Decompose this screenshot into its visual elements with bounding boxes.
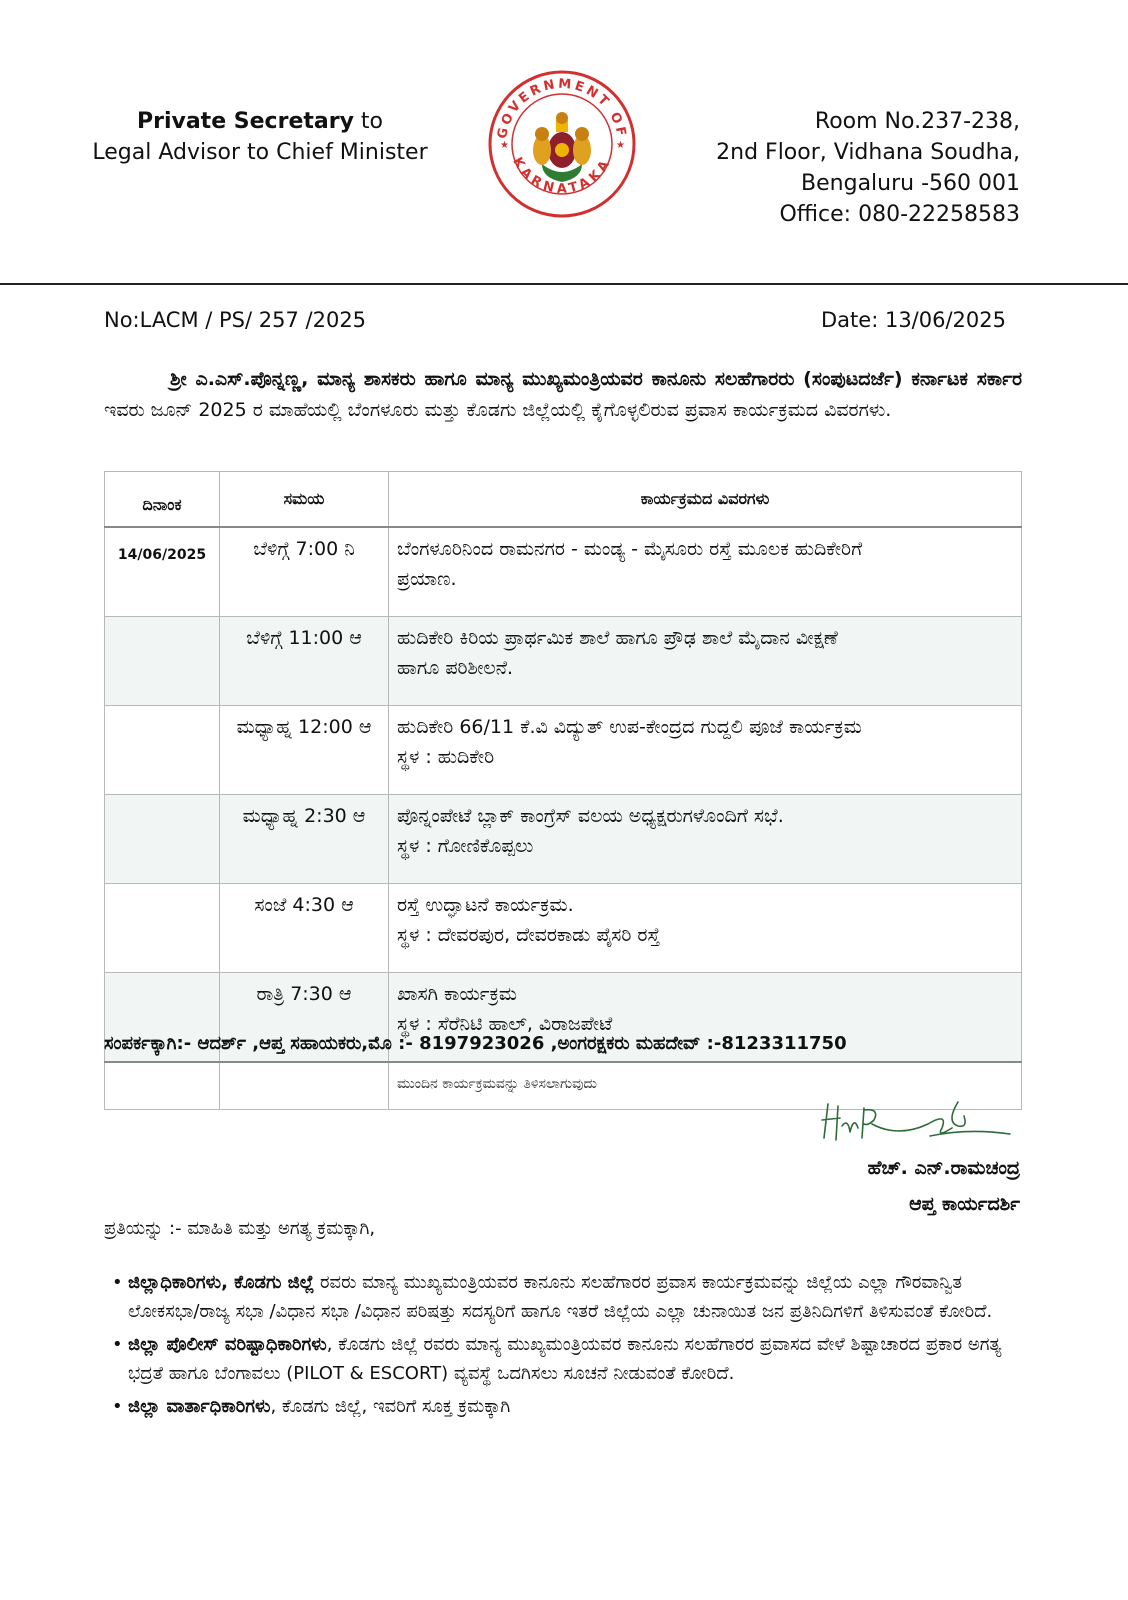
- row-details-line2: ಸ್ಥಳ : ಗೋಣಿಕೊಪ್ಪಲು: [397, 835, 534, 857]
- row-details: [389, 527, 1022, 617]
- letter-date: Date: 13/06/2025: [821, 308, 1006, 332]
- row-details-line1: ರಸ್ತೆ ಉದ್ಘಾಟನೆ ಕಾರ್ಯಕ್ರಮ.: [397, 894, 574, 916]
- karnataka-emblem-logo: [486, 68, 638, 220]
- row-time: ಬೆಳಿಗ್ಗೆ 11:00 ಆ: [220, 617, 389, 706]
- row-time: ಮಧ್ಯಾಹ್ನ 2:30 ಆ: [220, 795, 389, 884]
- svg-text:★: ★: [500, 140, 509, 151]
- row-details-line1: ಖಾಸಗಿ ಕಾರ್ಯಕ್ರಮ: [397, 983, 517, 1005]
- header-time: ಸಮಯ: [220, 472, 389, 528]
- table-row: [105, 884, 1022, 973]
- recipient-instruction: , ಕೊಡಗು ಜಿಲ್ಲೆ, ಇವರಿಗೆ ಸೂಕ್ತ ಕ್ರಮಕ್ಕಾಗಿ: [270, 1396, 511, 1417]
- row-date: [105, 795, 220, 884]
- address-floor: 2nd Floor, Vidhana Soudha,: [716, 140, 1020, 165]
- list-item: [112, 1330, 1028, 1388]
- row-details-line1: ಬೆಂಗಳೂರಿನಿಂದ ರಾಮನಗರ - ಮಂಡ್ಯ - ಮೈಸೂರು ರಸ್ತೆ ಮೂಲಕ ಹುದಿಕೇರಿಗೆ: [397, 538, 863, 560]
- row-details-line2: ಸ್ಥಳ : ದೇವರಪುರ, ದೇವರಕಾಡು ಪೈಸರಿ ರಸ್ತೆ: [397, 924, 660, 946]
- row-details-line2: ಸ್ಥಳ : ಸೆರೆನಿಟಿ ಹಾಲ್, ವಿರಾಜಪೇಟೆ: [397, 1013, 613, 1035]
- recipient-instruction: ರವರು ಮಾನ್ಯ ಮುಖ್ಯಮಂತ್ರಿಯವರ ಕಾನೂನು ಸಲಹೆಗಾರರ ಪ್ರವಾಸ ಕಾರ್ಯಕ್ರಮವನ್ನು ಜಿಲ್ಲೆಯ ಎಲ್ಲಾ ಗೌರವಾನ್ವಿತ ಲೋಕಸಭಾ/ರಾಜ್ಯ ಸಭಾ /ವಿಧಾನ ಸಭಾ /ವಿಧಾನ ಪರಿಷತ್ತು ಸದಸ್ಯರಿಗೆ ಹಾಗೂ ಇತರೆ ಜಿಲ್ಲೆಯ ಎಲ್ಲಾ ಚುನಾಯಿತ ಜನ ಪ್ರತಿನಿದಿಗಳಿಗೆ ತಿಳಿಸುವಂತೆ ಕೋರಿದೆ.: [128, 1272, 993, 1322]
- footer-empty-time: [220, 1062, 389, 1110]
- svg-text:GOVERNMENT OF: GOVERNMENT OF: [495, 76, 629, 141]
- reference-number: No:LACM / PS/ 257 /2025: [104, 308, 367, 332]
- table-row: [105, 795, 1022, 884]
- row-details: [389, 884, 1022, 973]
- row-details-line1: ಹುದಿಕೇರಿ ಕಿರಿಯ ಪ್ರಾರ್ಥಮಿಕ ಶಾಲೆ ಹಾಗೂ ಪ್ರೌಢ ಶಾಲೆ ಮೈದಾನ ವೀಕ್ಷಣೆ: [397, 627, 838, 649]
- sender-designation: [80, 106, 440, 168]
- table-row: [105, 706, 1022, 795]
- list-item: [112, 1268, 1028, 1326]
- row-time: ಮಧ್ಯಾಹ್ನ 12:00 ಆ: [220, 706, 389, 795]
- recipients-list: [112, 1268, 1028, 1425]
- schedule-table: [104, 471, 1022, 1110]
- signatory-title: ಆಪ್ತ ಕಾರ್ಯದರ್ಶಿ: [909, 1193, 1020, 1215]
- row-time: ಬೆಳಿಗ್ಗೆ 7:00 ನಿ: [220, 527, 389, 617]
- row-date: [105, 884, 220, 973]
- sender-title: Private Secretary: [136, 109, 354, 134]
- header-date: ದಿನಾಂಕ: [105, 472, 220, 528]
- sender-office: Legal Advisor to Chief Minister: [92, 140, 428, 165]
- svg-text:★: ★: [616, 140, 625, 151]
- copy-to-line: ಪ್ರತಿಯನ್ನು :- ಮಾಹಿತಿ ಮತ್ತು ಅಗತ್ಯ ಕ್ರಮಕ್ಕಾಗಿ,: [104, 1218, 376, 1239]
- address-phone: Office: 080-22258583: [779, 202, 1020, 227]
- list-item: [112, 1392, 1028, 1421]
- recipient-name: ಜಿಲ್ಲಾ ವಾರ್ತಾಧಿಕಾರಿಗಳು: [128, 1396, 271, 1417]
- intro-rest: ಇವರು ಜೂನ್ 2025 ರ ಮಾಹೆಯಲ್ಲಿ ಬೆಂಗಳೂರು ಮತ್ತು ಕೊಡಗು ಜಿಲ್ಲೆಯಲ್ಲಿ ಕೈಗೊಳ್ಳಲಿರುವ ಪ್ರವಾಸ ಕಾರ್ಯಕ್ರಮದ ವಿವರಗಳು.: [104, 399, 892, 421]
- sender-title-suffix: to: [353, 109, 384, 134]
- table-row: [105, 617, 1022, 706]
- recipient-name: ಜಿಲ್ಲಾಧಿಕಾರಿಗಳು, ಕೊಡಗು ಜಿಲ್ಲೆ: [128, 1272, 315, 1293]
- address-city: Bengaluru -560 001: [801, 171, 1020, 196]
- table-row: [105, 527, 1022, 617]
- footer-note: ಮುಂದಿನ ಕಾರ್ಯಕ್ರಮವನ್ನು ತಿಳಿಸಲಾಗುವುದು: [389, 1062, 1022, 1110]
- header-divider: [0, 283, 1128, 285]
- intro-bold: ಶ್ರೀ ಎ.ಎಸ್.ಪೊನ್ನಣ್ಣ, ಮಾನ್ಯ ಶಾಸಕರು ಹಾಗೂ ಮಾನ್ಯ ಮುಖ್ಯಮಂತ್ರಿಯವರ ಕಾನೂನು ಸಲಹೆಗಾರರು (ಸಂಪುಟದರ್ಜೆ) ಕರ್ನಾಟಕ ಸರ್ಕಾರ: [170, 368, 1022, 390]
- recipient-instruction: , ಕೊಡಗು ಜಿಲ್ಲೆ ರವರು ಮಾನ್ಯ ಮುಖ್ಯಮಂತ್ರಿಯವರ ಕಾನೂನು ಸಲಹೆಗಾರರ ಪ್ರವಾಸದ ವೇಳೆ ಶಿಷ್ಟಾಚಾರದ ಪ್ರಕಾರ ಅಗತ್ಯ ಭದ್ರತೆ ಹಾಗೂ ಬೆಂಗಾವಲು (PILOT & ESCORT) ವ್ಯವಸ್ಥೆ ಒದಗಿಸಲು ಸೂಚನೆ ನೀಡುವಂತೆ ಕೋರಿದೆ.: [128, 1334, 1002, 1384]
- table-header-row: [105, 472, 1022, 528]
- row-details: [389, 617, 1022, 706]
- signatory-block: [868, 1150, 1020, 1222]
- address-room: Room No.237-238,: [814, 109, 1020, 134]
- intro-paragraph: [104, 364, 1022, 426]
- row-date: [105, 617, 220, 706]
- row-time: ರಾತ್ರಿ 7:30 ಆ: [220, 973, 389, 1063]
- recipient-name: ಜಿಲ್ಲಾ ಪೊಲೀಸ್ ವರಿಷ್ಟಾಧಿಕಾರಿಗಳು: [128, 1334, 327, 1355]
- row-time: ಸಂಜೆ 4:30 ಆ: [220, 884, 389, 973]
- header-details: ಕಾರ್ಯಕ್ರಮದ ವಿವರಗಳು: [389, 472, 1022, 528]
- signatory-name: ಹೆಚ್. ಎನ್.ರಾಮಚಂದ್ರ: [867, 1157, 1020, 1179]
- row-details-line2: ಹಾಗೂ ಪರಿಶೀಲನೆ.: [397, 657, 514, 679]
- row-date: [105, 706, 220, 795]
- handwritten-signature: [818, 1098, 1014, 1150]
- row-details-line2: ಸ್ಥಳ : ಹುದಿಕೇರಿ: [397, 746, 495, 768]
- footer-empty-date: [105, 1062, 220, 1110]
- svg-text:KARNATAKA: KARNATAKA: [509, 154, 615, 197]
- row-details: [389, 795, 1022, 884]
- contact-line: ಸಂಪರ್ಕಕ್ಕಾಗಿ:- ಆದರ್ಶ್ ,ಆಪ್ತ ಸಹಾಯಕರು,ಮೊ :- 8197923026 ,ಅಂಗರಕ್ಷಕರು ಮಹದೇವ್ :-8123311750: [104, 1033, 847, 1054]
- row-details-line2: ಪ್ರಯಾಣ.: [397, 568, 457, 590]
- row-details-line1: ಹುದಿಕೇರಿ 66/11 ಕೆ.ವಿ ವಿದ್ಯುತ್ ಉಪ-ಕೇಂದ್ರದ ಗುದ್ದಲಿ ಪೂಜೆ ಕಾರ್ಯಕ್ರಮ: [397, 716, 862, 738]
- row-date: 14/06/2025: [105, 527, 220, 617]
- sender-address: [620, 106, 1020, 230]
- row-details-line1: ಪೊನ್ನಂಪೇಟೆ ಬ್ಲಾಕ್ ಕಾಂಗ್ರೆಸ್ ವಲಯ ಅಧ್ಯಕ್ಷರುಗಳೊಂದಿಗೆ ಸಭೆ.: [397, 805, 784, 827]
- row-details: [389, 706, 1022, 795]
